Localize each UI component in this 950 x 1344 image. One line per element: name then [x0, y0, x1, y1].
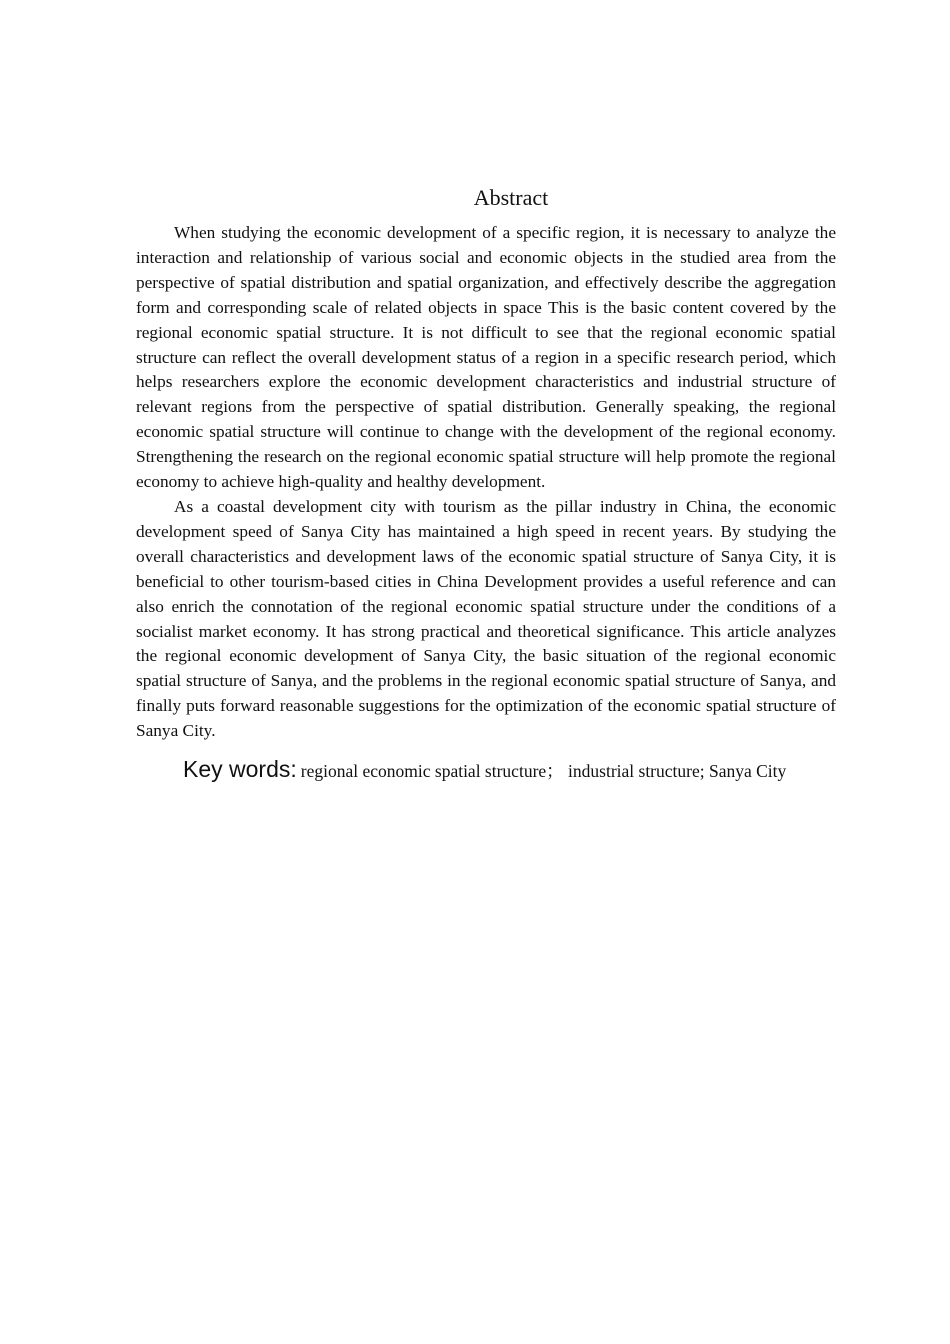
keywords-line — [136, 754, 836, 788]
keywords-list: regional economic spatial structure； industrial structure; Sanya City — [300, 761, 787, 782]
abstract-paragraph-2: As a coastal development city with tourism as the pillar industry in China, the economic development speed of Sanya City has maintained a high speed in recent years. By studying the overall characteristics and development laws of the economic spatial structure of Sanya City, it is beneficial to other tourism-based cities in China Development provides a useful reference and can also enrich the connotation of the regional economic spatial structure under the conditions of a socialist market economy. It has strong practical and theoretical significance. This article analyzes the regional economic development of Sanya City, the basic situation of the regional economic spatial structure of Sanya, and the problems in the regional economic spatial structure of Sanya, and finally puts forward reasonable suggestions for the optimization of the economic spatial structure of Sanya City. — [136, 496, 836, 741]
keywords-label: Key words: — [183, 756, 297, 783]
abstract-title: Abstract — [473, 185, 549, 210]
abstract-paragraph-1: When studying the economic development of a specific region, it is necessary to analyze the interaction and relationship of various social and economic objects in the studied area from the perspective of spatial distribution and spatial organization, and effectively describe the aggregation form and corresponding scale of related objects in space This is the basic content covered by the regional economic spatial structure. It is not difficult to see that the regional economic spatial structure can reflect the overall development status of a region in a specific research period, which helps researchers explore the economic development characteristics and industrial structure of relevant regions from the perspective of spatial distribution. Generally speaking, the regional economic spatial structure will continue to change with the development of the regional economy. Strengthening the research on the regional economic spatial structure will help promote the regional economy to achieve high-quality and healthy development. — [136, 223, 836, 492]
abstract-section — [136, 183, 836, 788]
